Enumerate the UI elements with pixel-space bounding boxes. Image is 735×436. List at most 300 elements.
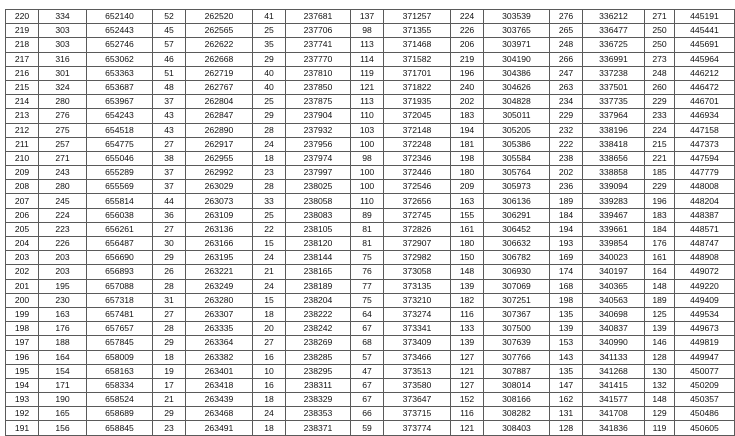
table-cell: 237770 (286, 52, 351, 66)
table-cell: 341268 (583, 364, 645, 378)
table-cell: 198 (451, 151, 484, 165)
table-cell: 263280 (186, 293, 253, 307)
table-cell: 194 (550, 222, 583, 236)
table-cell: 59 (351, 421, 384, 435)
table-cell: 202 (451, 95, 484, 109)
table-cell: 450605 (675, 421, 735, 435)
table-cell: 188 (39, 336, 87, 350)
table-cell: 339467 (583, 208, 645, 222)
table-cell: 16 (253, 378, 286, 392)
table-cell: 25 (253, 208, 286, 222)
table-cell: 18 (253, 393, 286, 407)
table-cell: 37 (153, 95, 186, 109)
table-cell: 248 (550, 38, 583, 52)
table-cell: 448747 (675, 237, 735, 251)
table-cell: 652746 (87, 38, 153, 52)
table-cell: 372346 (384, 151, 451, 165)
table-cell: 373135 (384, 279, 451, 293)
table-cell: 336477 (583, 24, 645, 38)
table-cell: 119 (645, 421, 675, 435)
table-cell: 653687 (87, 80, 153, 94)
table-cell: 40 (253, 66, 286, 80)
table-cell: 446212 (675, 66, 735, 80)
table-cell: 655569 (87, 180, 153, 194)
table-cell: 180 (451, 166, 484, 180)
table-cell: 189 (645, 293, 675, 307)
table-cell: 338656 (583, 151, 645, 165)
table-cell: 103 (351, 123, 384, 137)
table-cell: 181 (451, 137, 484, 151)
table-cell: 121 (451, 364, 484, 378)
table-body (6, 10, 735, 436)
table-cell: 445191 (675, 10, 735, 24)
table-cell: 37 (153, 180, 186, 194)
table-row (6, 336, 735, 350)
table-cell: 238058 (286, 194, 351, 208)
table-cell: 153 (550, 336, 583, 350)
table-cell: 450486 (675, 407, 735, 421)
table-cell: 180 (451, 237, 484, 251)
table-cell: 135 (550, 307, 583, 321)
table-cell: 27 (153, 137, 186, 151)
table-cell: 263335 (186, 322, 253, 336)
table-cell: 67 (351, 378, 384, 392)
table-cell: 446934 (675, 109, 735, 123)
table-cell: 245 (39, 194, 87, 208)
table-cell: 25 (253, 95, 286, 109)
table-cell: 35 (253, 38, 286, 52)
table-cell: 139 (645, 322, 675, 336)
table-cell: 250 (645, 38, 675, 52)
table-cell: 262719 (186, 66, 253, 80)
table-cell: 238353 (286, 407, 351, 421)
table-cell: 22 (253, 222, 286, 236)
table-cell: 18 (253, 421, 286, 435)
table-cell: 654518 (87, 123, 153, 137)
table-cell: 222 (550, 137, 583, 151)
table-cell: 304386 (484, 66, 550, 80)
table-cell: 336212 (583, 10, 645, 24)
table-cell: 24 (253, 407, 286, 421)
table-cell: 100 (351, 166, 384, 180)
table-cell: 262917 (186, 137, 253, 151)
table-cell: 67 (351, 322, 384, 336)
table-cell: 373513 (384, 364, 451, 378)
table-cell: 238165 (286, 265, 351, 279)
table-cell: 176 (39, 322, 87, 336)
table-cell: 657318 (87, 293, 153, 307)
table-cell: 371935 (384, 95, 451, 109)
table-cell: 304828 (484, 95, 550, 109)
table-cell: 337735 (583, 95, 645, 109)
table-cell: 341708 (583, 407, 645, 421)
table-cell: 15 (253, 293, 286, 307)
table-cell: 238189 (286, 279, 351, 293)
table-cell: 447373 (675, 137, 735, 151)
table-cell: 243 (39, 166, 87, 180)
table-cell: 303765 (484, 24, 550, 38)
table-cell: 206 (6, 208, 39, 222)
table-cell: 656893 (87, 265, 153, 279)
table-cell: 305011 (484, 109, 550, 123)
table-cell: 238329 (286, 393, 351, 407)
table-cell: 25 (253, 24, 286, 38)
table-cell: 67 (351, 393, 384, 407)
table-cell: 448908 (675, 251, 735, 265)
table-cell: 10 (253, 364, 286, 378)
table-cell: 207 (6, 194, 39, 208)
table-cell: 257 (39, 137, 87, 151)
table-cell: 263166 (186, 237, 253, 251)
table-cell: 218 (6, 38, 39, 52)
table-cell: 125 (645, 307, 675, 321)
table-cell: 658524 (87, 393, 153, 407)
table-cell: 262847 (186, 109, 253, 123)
table-cell: 371257 (384, 10, 451, 24)
table-cell: 155 (451, 208, 484, 222)
table-cell: 371355 (384, 24, 451, 38)
table-row (6, 208, 735, 222)
table-cell: 450357 (675, 393, 735, 407)
table-cell: 658009 (87, 350, 153, 364)
table-cell: 263073 (186, 194, 253, 208)
table-cell: 210 (6, 151, 39, 165)
table-cell: 654775 (87, 137, 153, 151)
table-cell: 148 (451, 265, 484, 279)
table-cell: 171 (39, 378, 87, 392)
table-cell: 215 (6, 80, 39, 94)
table-cell: 308403 (484, 421, 550, 435)
table-cell: 203 (39, 251, 87, 265)
table-cell: 263439 (186, 393, 253, 407)
table-cell: 48 (153, 80, 186, 94)
table-cell: 212 (6, 123, 39, 137)
table-cell: 447158 (675, 123, 735, 137)
table-cell: 121 (351, 80, 384, 94)
table-cell: 20 (253, 322, 286, 336)
table-cell: 19 (153, 364, 186, 378)
table-cell: 341133 (583, 350, 645, 364)
table-cell: 224 (645, 123, 675, 137)
table-cell: 263249 (186, 279, 253, 293)
table-cell: 263491 (186, 421, 253, 435)
table-cell: 237932 (286, 123, 351, 137)
table-cell: 162 (550, 393, 583, 407)
table-cell: 307639 (484, 336, 550, 350)
table-cell: 262992 (186, 166, 253, 180)
table-cell: 129 (645, 407, 675, 421)
table-cell: 27 (153, 222, 186, 236)
table-cell: 238285 (286, 350, 351, 364)
table-cell: 43 (153, 123, 186, 137)
table-cell: 307766 (484, 350, 550, 364)
table-cell: 28 (153, 279, 186, 293)
table-cell: 339283 (583, 194, 645, 208)
table-cell: 339854 (583, 237, 645, 251)
table-cell: 658845 (87, 421, 153, 435)
table-cell: 306782 (484, 251, 550, 265)
table-cell: 211 (6, 137, 39, 151)
table-cell: 75 (351, 251, 384, 265)
table-cell: 139 (451, 279, 484, 293)
table-cell: 77 (351, 279, 384, 293)
table-cell: 373210 (384, 293, 451, 307)
table-cell: 305584 (484, 151, 550, 165)
table-cell: 372982 (384, 251, 451, 265)
data-table (5, 9, 735, 436)
table-cell: 373715 (384, 407, 451, 421)
table-cell: 131 (550, 407, 583, 421)
table-cell: 113 (351, 38, 384, 52)
table-cell: 316 (39, 52, 87, 66)
table-cell: 655046 (87, 151, 153, 165)
table-cell: 21 (253, 265, 286, 279)
table-cell: 447594 (675, 151, 735, 165)
table-cell: 263 (550, 80, 583, 94)
table-row (6, 322, 735, 336)
table-cell: 656690 (87, 251, 153, 265)
table-cell: 445964 (675, 52, 735, 66)
table-cell: 192 (6, 407, 39, 421)
table-cell: 98 (351, 24, 384, 38)
table-cell: 340197 (583, 265, 645, 279)
table-cell: 237904 (286, 109, 351, 123)
table-cell: 205 (6, 222, 39, 236)
table-cell: 219 (6, 24, 39, 38)
table-cell: 449947 (675, 350, 735, 364)
table-cell: 276 (550, 10, 583, 24)
table-cell: 271 (645, 10, 675, 24)
table-cell: 226 (451, 24, 484, 38)
table-cell: 223 (39, 222, 87, 236)
table-row (6, 350, 735, 364)
table-cell: 29 (253, 52, 286, 66)
table-cell: 263418 (186, 378, 253, 392)
table-cell: 658689 (87, 407, 153, 421)
table-cell: 263382 (186, 350, 253, 364)
table-cell: 306136 (484, 194, 550, 208)
table-cell: 337238 (583, 66, 645, 80)
table-cell: 57 (153, 38, 186, 52)
table-cell: 135 (550, 364, 583, 378)
table-cell: 161 (645, 251, 675, 265)
table-cell: 100 (351, 180, 384, 194)
table-cell: 338418 (583, 137, 645, 151)
table-row (6, 237, 735, 251)
table-row (6, 38, 735, 52)
table-cell: 341577 (583, 393, 645, 407)
table-cell: 193 (550, 237, 583, 251)
table-cell: 114 (351, 52, 384, 66)
table-cell: 226 (39, 237, 87, 251)
table-cell: 373466 (384, 350, 451, 364)
table-cell: 301 (39, 66, 87, 80)
table-cell: 336725 (583, 38, 645, 52)
table-cell: 183 (645, 208, 675, 222)
table-cell: 373058 (384, 265, 451, 279)
table-row (6, 180, 735, 194)
table-cell: 372546 (384, 180, 451, 194)
table-cell: 265 (550, 24, 583, 38)
table-cell: 449409 (675, 293, 735, 307)
table-cell: 446701 (675, 95, 735, 109)
table-cell: 220 (6, 10, 39, 24)
table-cell: 237681 (286, 10, 351, 24)
table-cell: 652443 (87, 24, 153, 38)
table-cell: 18 (253, 151, 286, 165)
table-cell: 24 (253, 137, 286, 151)
table-cell: 229 (645, 180, 675, 194)
table-cell: 132 (645, 378, 675, 392)
table-row (6, 151, 735, 165)
table-cell: 110 (351, 109, 384, 123)
table-row (6, 265, 735, 279)
table-cell: 28 (253, 123, 286, 137)
table-cell: 303 (39, 38, 87, 52)
table-cell: 263468 (186, 407, 253, 421)
table-cell: 260 (645, 80, 675, 94)
table-cell: 372045 (384, 109, 451, 123)
table-row (6, 293, 735, 307)
table-cell: 657088 (87, 279, 153, 293)
table-row (6, 421, 735, 435)
table-cell: 127 (451, 378, 484, 392)
table-row (6, 222, 735, 236)
table-cell: 372446 (384, 166, 451, 180)
table-cell: 29 (253, 109, 286, 123)
table-cell: 137 (351, 10, 384, 24)
table-cell: 37 (153, 166, 186, 180)
table-row (6, 378, 735, 392)
table-cell: 263109 (186, 208, 253, 222)
table-row (6, 279, 735, 293)
table-cell: 238105 (286, 222, 351, 236)
table-cell: 307367 (484, 307, 550, 321)
table-cell: 305973 (484, 180, 550, 194)
table-cell: 15 (253, 237, 286, 251)
table-cell: 209 (6, 166, 39, 180)
table-cell: 238144 (286, 251, 351, 265)
table-cell: 238295 (286, 364, 351, 378)
table-cell: 448387 (675, 208, 735, 222)
table-row (6, 194, 735, 208)
table-cell: 445441 (675, 24, 735, 38)
table-cell: 161 (451, 222, 484, 236)
table-cell: 449673 (675, 322, 735, 336)
table-cell: 237850 (286, 80, 351, 94)
table-row (6, 364, 735, 378)
table-cell: 334 (39, 10, 87, 24)
table-cell: 24 (253, 279, 286, 293)
table-cell: 36 (153, 208, 186, 222)
table-cell: 52 (153, 10, 186, 24)
table-cell: 262520 (186, 10, 253, 24)
table-cell: 658163 (87, 364, 153, 378)
table-cell: 184 (550, 208, 583, 222)
table-cell: 121 (451, 421, 484, 435)
table-row (6, 407, 735, 421)
table-cell: 17 (153, 378, 186, 392)
table-cell: 276 (39, 109, 87, 123)
table-cell: 209 (451, 180, 484, 194)
table-cell: 165 (39, 407, 87, 421)
table-cell: 143 (550, 350, 583, 364)
table-cell: 372826 (384, 222, 451, 236)
table-cell: 238025 (286, 180, 351, 194)
table-cell: 45 (153, 24, 186, 38)
table-cell: 341836 (583, 421, 645, 435)
table-cell: 26 (153, 265, 186, 279)
table-cell: 148 (645, 279, 675, 293)
table-row (6, 52, 735, 66)
table-cell: 306452 (484, 222, 550, 236)
table-cell: 373647 (384, 393, 451, 407)
table-cell: 446472 (675, 80, 735, 94)
table-cell: 139 (451, 336, 484, 350)
table-cell: 262890 (186, 123, 253, 137)
table-cell: 338196 (583, 123, 645, 137)
table-cell: 196 (6, 350, 39, 364)
table-cell: 273 (645, 52, 675, 66)
table-cell: 28 (153, 322, 186, 336)
table-cell: 238311 (286, 378, 351, 392)
table-row (6, 109, 735, 123)
table-cell: 169 (550, 251, 583, 265)
table-cell: 373274 (384, 307, 451, 321)
table-cell: 449819 (675, 336, 735, 350)
table-cell: 164 (645, 265, 675, 279)
table-cell: 75 (351, 293, 384, 307)
table-cell: 340365 (583, 279, 645, 293)
table-cell: 248 (645, 66, 675, 80)
table-cell: 217 (6, 52, 39, 66)
table-cell: 195 (39, 279, 87, 293)
table-cell: 340023 (583, 251, 645, 265)
table-cell: 336991 (583, 52, 645, 66)
table-cell: 139 (550, 322, 583, 336)
table-cell: 201 (6, 279, 39, 293)
table-cell: 23 (153, 421, 186, 435)
table-cell: 176 (645, 237, 675, 251)
table-cell: 81 (351, 222, 384, 236)
table-cell: 306632 (484, 237, 550, 251)
table-cell: 150 (451, 251, 484, 265)
table-cell: 18 (153, 350, 186, 364)
table-cell: 185 (645, 166, 675, 180)
table-cell: 27 (153, 307, 186, 321)
table-cell: 308014 (484, 378, 550, 392)
table-cell: 199 (6, 307, 39, 321)
table-cell: 340563 (583, 293, 645, 307)
table-row (6, 10, 735, 24)
table-cell: 238242 (286, 322, 351, 336)
table-cell: 307887 (484, 364, 550, 378)
table-cell: 445691 (675, 38, 735, 52)
table-cell: 164 (39, 350, 87, 364)
table-cell: 373774 (384, 421, 451, 435)
table-cell: 238 (550, 151, 583, 165)
table-cell: 236 (550, 180, 583, 194)
table-cell: 174 (550, 265, 583, 279)
table-cell: 324 (39, 80, 87, 94)
table-cell: 116 (451, 307, 484, 321)
table-cell: 339661 (583, 222, 645, 236)
table-cell: 372248 (384, 137, 451, 151)
table-cell: 237956 (286, 137, 351, 151)
table-cell: 656261 (87, 222, 153, 236)
table-cell: 338858 (583, 166, 645, 180)
table-cell: 113 (351, 95, 384, 109)
